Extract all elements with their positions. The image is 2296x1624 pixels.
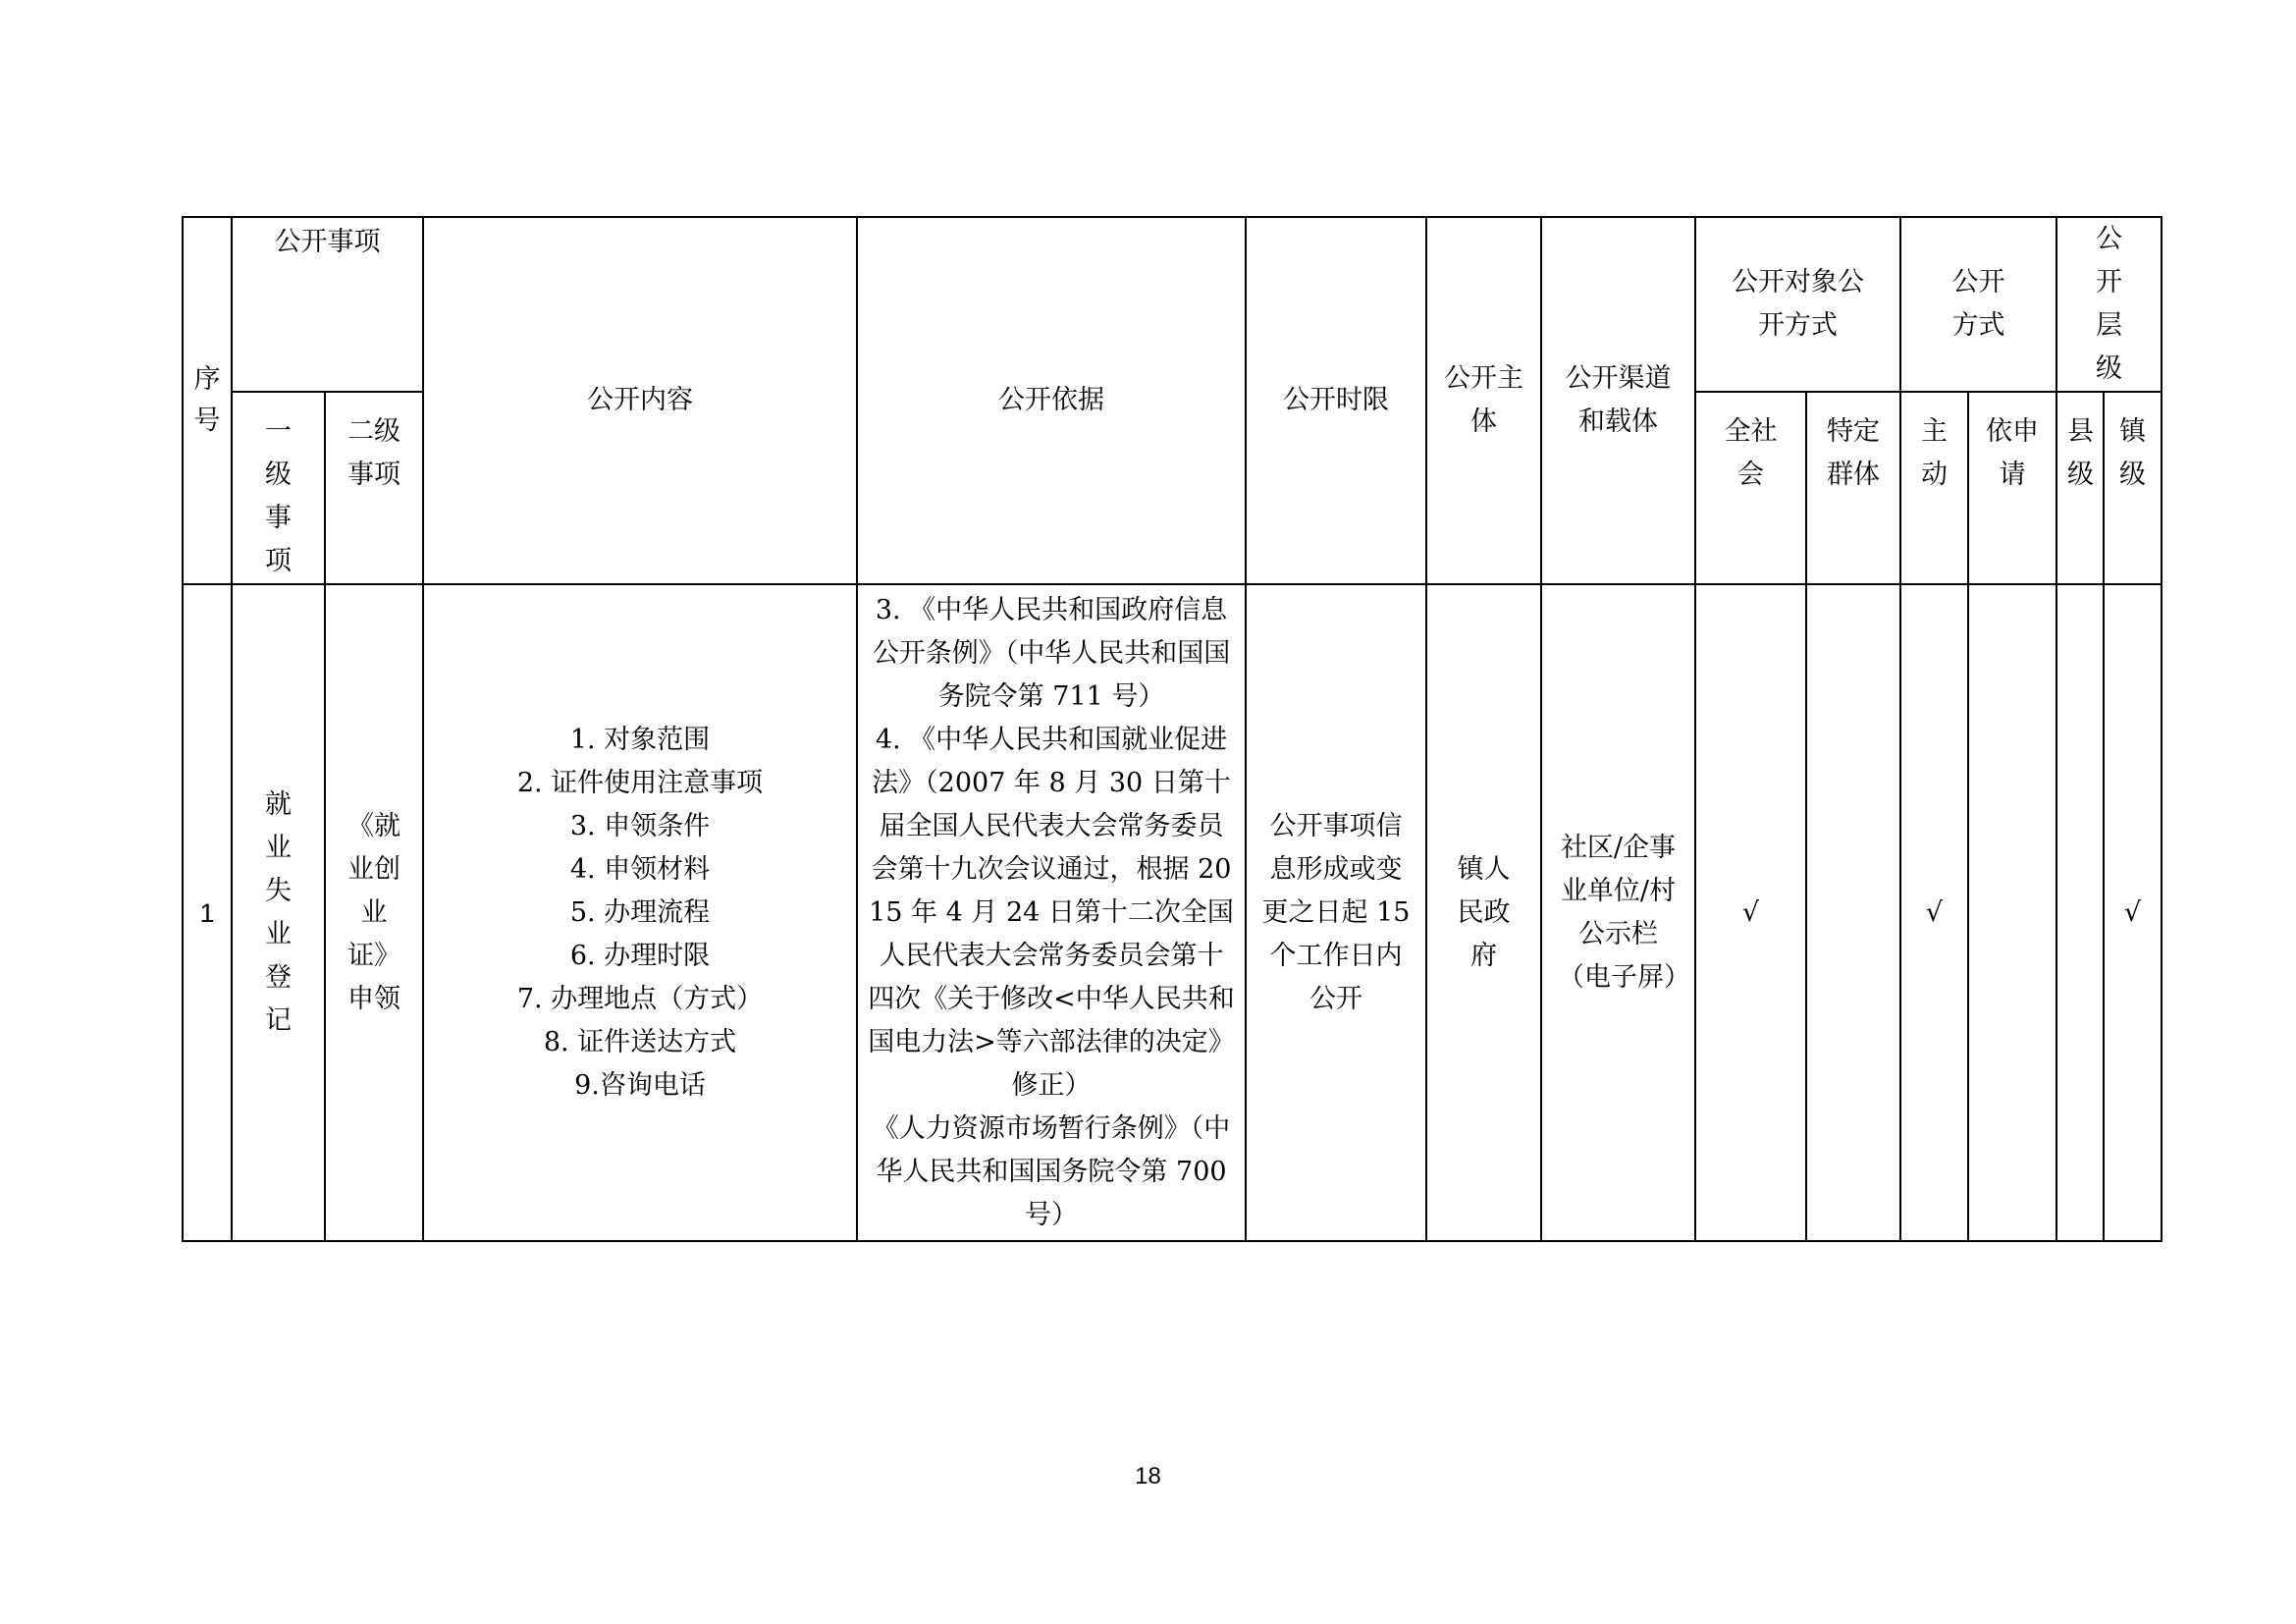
header-level2: 二级事项	[325, 392, 423, 584]
row-channel: 社区/企事业单位/村公示栏（电子屏）	[1541, 584, 1695, 1241]
row-level2: 《就业创业证》申领	[325, 584, 423, 1241]
row-level1: 就业失业登记	[232, 584, 325, 1241]
row-basis: 3. 《中华人民共和国政府信息公开条例》（中华人民共和国国务院令第 711 号） 4. 《中华人民共和国就业促进法》（2007 年 8 月 30 日第十届全国人民代表大会常务委员会第十九次会议通过，根据 2015 年 4 月 24 日第十二次全国人民代表大会常务委员会第十四次《关于修改<中华人民共和国电力法>等六部法律的决定》修正） 《人力资源市场暂行条例》（中华人民共和国国务院令第 700 号）	[857, 584, 1246, 1241]
content-item: 1. 对象范围	[569, 724, 711, 755]
content-item: 7. 办理地点（方式）	[516, 983, 764, 1014]
header-audience-all: 全社会	[1695, 392, 1806, 584]
header-audience-specific: 特定群体	[1806, 392, 1900, 584]
row-subject: 镇人民政府	[1426, 584, 1541, 1241]
content-item: 2. 证件使用注意事项	[516, 767, 764, 798]
page-number: 18	[1135, 1463, 1161, 1489]
row-level-town-check: √	[2104, 584, 2162, 1241]
header-subject: 公开主体	[1426, 217, 1541, 584]
content-item: 3. 申领条件	[569, 810, 711, 841]
header-level1: 一级事项	[232, 392, 325, 584]
table-row	[183, 584, 2162, 1241]
header-method: 公开方式	[1900, 217, 2056, 392]
header-method-request: 依申请	[1968, 392, 2056, 584]
header-level: 公开层级	[2056, 217, 2162, 392]
content-item: 6. 办理时限	[569, 940, 711, 971]
header-content: 公开内容	[423, 217, 857, 584]
row-content	[423, 584, 857, 1241]
row-audience-specific-check	[1806, 584, 1900, 1241]
header-channel: 公开渠道和载体	[1541, 217, 1695, 584]
header-level-county: 县级	[2056, 392, 2104, 584]
header-basis: 公开依据	[857, 217, 1246, 584]
header-audience: 公开对象公开方式	[1695, 217, 1900, 392]
content-item: 4. 申领材料	[569, 853, 711, 885]
disclosure-table	[182, 216, 2163, 1242]
row-method-request-check	[1968, 584, 2056, 1241]
row-time-limit: 公开事项信息形成或变更之日起 15 个工作日内公开	[1246, 584, 1426, 1241]
header-item-group: 公开事项	[232, 217, 423, 392]
header-time-limit: 公开时限	[1246, 217, 1426, 584]
row-seq: 1	[183, 584, 232, 1241]
content-item: 8. 证件送达方式	[543, 1026, 737, 1057]
header-level-town: 镇级	[2104, 392, 2162, 584]
content-item: 5. 办理流程	[569, 896, 711, 928]
content-item: 9.咨询电话	[574, 1069, 706, 1101]
row-level-county-check	[2056, 584, 2104, 1241]
row-audience-all-check: √	[1695, 584, 1806, 1241]
header-method-active: 主动	[1900, 392, 1968, 584]
row-method-active-check: √	[1900, 584, 1968, 1241]
header-seq: 序号	[183, 217, 232, 584]
